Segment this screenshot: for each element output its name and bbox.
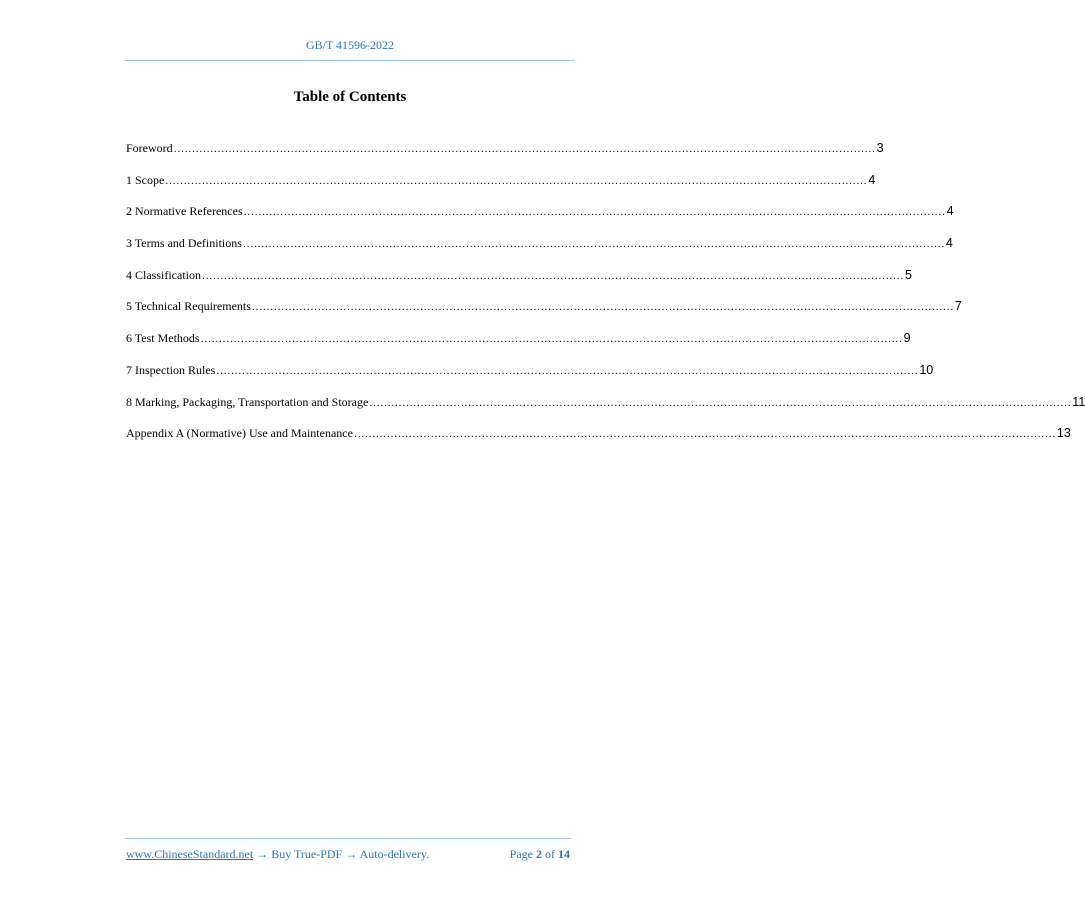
toc-entry-label: Appendix A (Normative) Use and Maintenance [126, 426, 353, 441]
toc-entry-label: 5 Technical Requirements [126, 299, 251, 314]
toc-entry-test-methods[interactable] [126, 331, 911, 363]
toc-entry-page: 4 [868, 172, 876, 187]
toc-entry-page: 10 [919, 362, 934, 377]
toc-entry-label: Foreword [126, 141, 173, 155]
page-current: 2 [536, 847, 542, 861]
toc-leader-dots: ................................................................................................................................................................................................ [243, 206, 946, 219]
toc-entry-technical-requirements[interactable] [126, 299, 962, 331]
page-total: 14 [558, 847, 570, 861]
toc-leader-dots: ................................................................................................................................................................................................ [353, 428, 1056, 441]
toc-entry-page: 9 [903, 331, 911, 346]
header-divider [125, 60, 575, 61]
toc-leader-dots: ................................................................................................................................................................................................ [202, 269, 904, 282]
toc-entry-normative-references[interactable] [126, 204, 954, 236]
toc-entry-foreword[interactable] [126, 141, 884, 173]
footer-promo [126, 847, 429, 862]
toc-leader-dots: ................................................................................................................................................................................................ [216, 364, 919, 377]
toc-entry-page: 3 [876, 141, 884, 155]
toc-leader-dots: ................................................................................................................................................................................................ [165, 174, 868, 187]
toc-entry-label: 8 Marking, Packaging, Transportation and Storage [126, 394, 369, 409]
promo-text: → Buy True-PDF → Auto-delivery. [253, 847, 430, 861]
toc-leader-dots: ................................................................................................................................................................................................ [251, 301, 954, 314]
toc-entry-page: 4 [946, 204, 954, 219]
toc-leader-dots: ................................................................................................................................................................................................ [369, 396, 1072, 409]
toc-leader-dots: ................................................................................................................................................................................................ [200, 333, 903, 346]
website-link[interactable]: www.ChineseStandard.net [126, 847, 254, 861]
toc-leader-dots: ................................................................................................................................................................................................ [242, 238, 945, 251]
toc-entry-terms-and-definitions[interactable] [126, 236, 953, 268]
toc-entry-label: 1 Scope [126, 172, 165, 187]
toc-entry-label: 7 Inspection Rules [126, 362, 216, 377]
toc-entry-label: 4 Classification [126, 267, 201, 282]
toc-entry-page: 11 [1072, 394, 1085, 409]
toc-leader-dots: ................................................................................................................................................................................................ [173, 143, 876, 155]
page-indicator [510, 847, 570, 862]
page-title: Table of Contents [293, 89, 407, 105]
toc-entry-classification[interactable] [126, 267, 912, 300]
footer-divider [125, 838, 571, 839]
toc-entry-inspection-rules[interactable] [126, 362, 934, 395]
toc-entry-label: 6 Test Methods [126, 331, 200, 346]
toc-entry-scope[interactable] [126, 172, 876, 205]
toc-entry-page: 7 [954, 299, 962, 314]
toc-entry-label: 2 Normative References [126, 204, 243, 219]
toc-entry-appendix-a[interactable] [126, 426, 1071, 458]
page-prefix: Page [509, 847, 536, 861]
toc-entry-page: 4 [945, 236, 953, 251]
toc-entry-page: 13 [1056, 426, 1071, 441]
toc-entry-marking-packaging[interactable] [126, 394, 1085, 427]
running-header: GB/T 41596-2022 [305, 38, 395, 52]
toc-entry-page: 5 [904, 267, 912, 282]
table-of-contents [126, 141, 1085, 458]
toc-entry-label: 3 Terms and Definitions [126, 236, 242, 251]
page-of: of [542, 847, 558, 861]
